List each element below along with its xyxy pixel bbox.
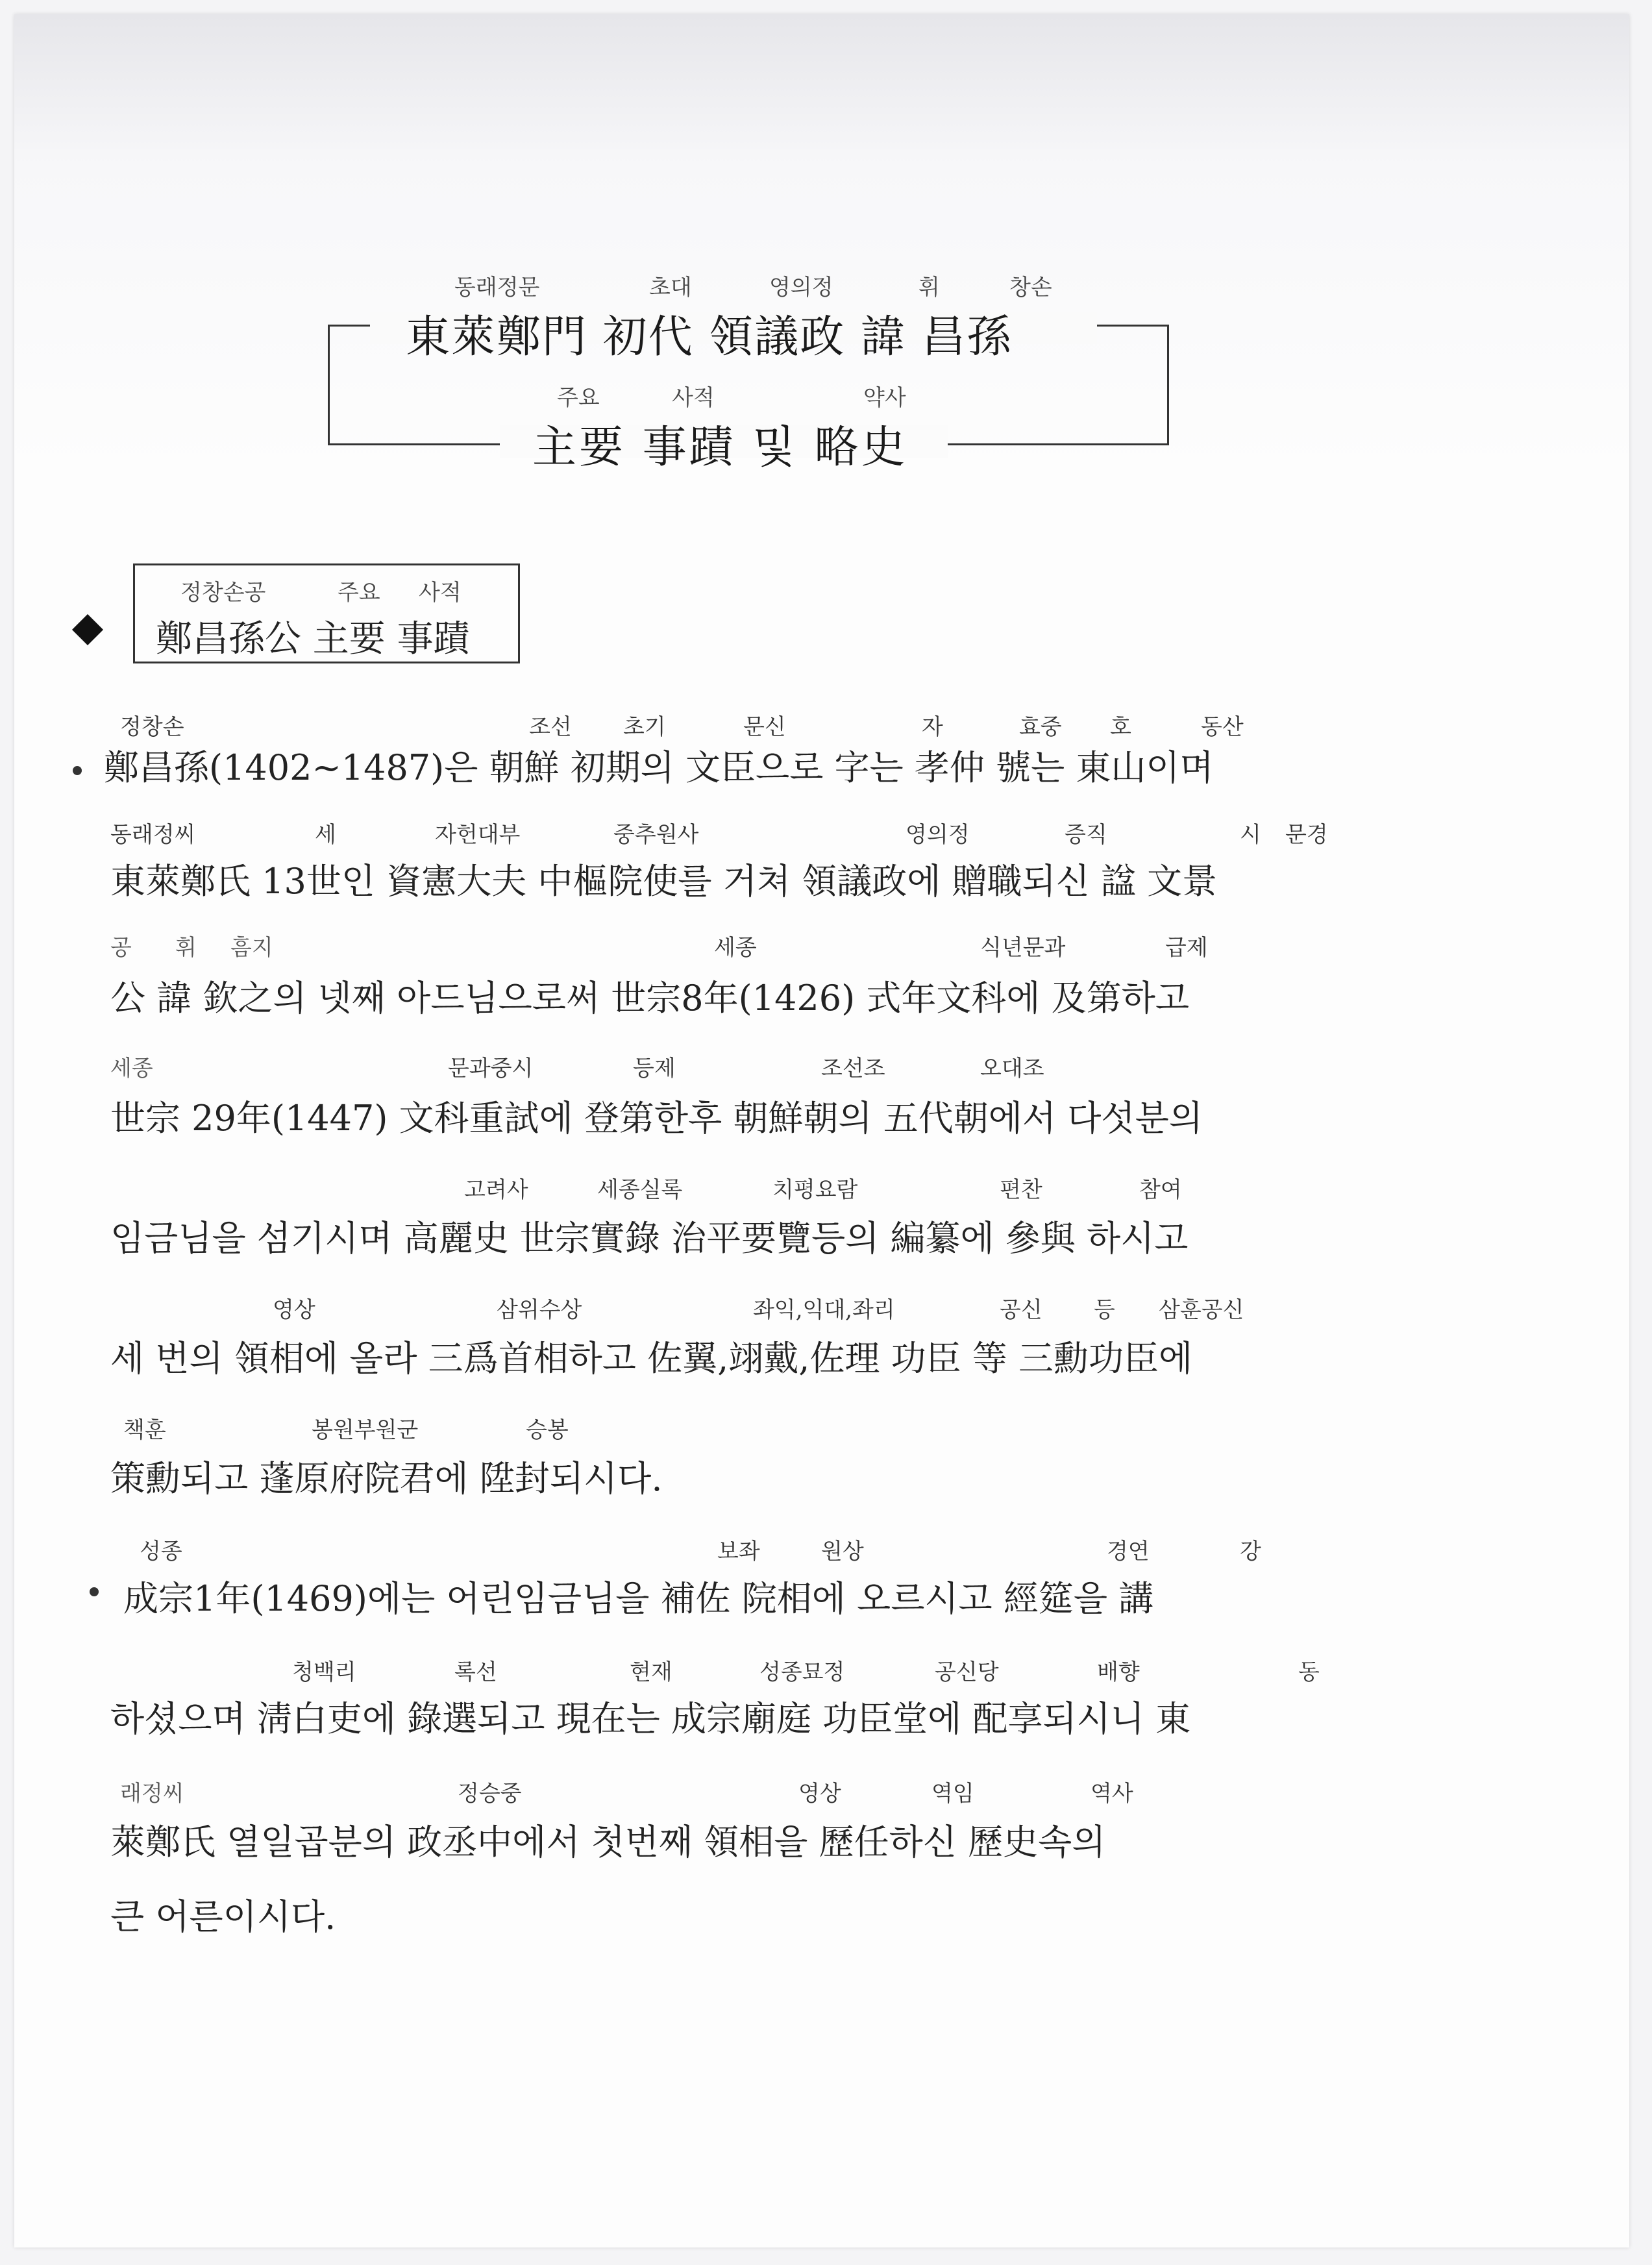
ruby-text: 문경 [1285,822,1328,848]
paragraph-line: 세 번의 領相에 올라 三爲首相하고 佐翼,翊戴,佐理 功臣 等 三勳功臣에 [110,1338,1193,1379]
ruby-text: 조선 [529,714,572,740]
paragraph-line: 임금님을 섬기시며 高麗史 世宗實錄 治平要覽등의 編纂에 參與 하시고 [110,1218,1189,1259]
ruby-text: 현재 [630,1659,672,1685]
ruby-text: 효중 [1019,714,1062,740]
paragraph-line: 策勳되고 蓬原府院君에 陞封되시다. [110,1458,663,1499]
title-ruby: 동래정문 [454,275,540,301]
bullet-icon [73,766,82,775]
ruby-text: 성종묘정 [759,1659,845,1685]
title-ruby: 약사 [863,385,906,411]
paragraph-line: 世宗 29年(1447) 文科重試에 登第한후 朝鮮朝의 五代朝에서 다섯분의 [110,1098,1203,1139]
title-ruby: 영의정 [769,275,833,301]
ruby-text: 급제 [1165,935,1208,961]
title-ruby: 초대 [649,275,692,301]
ruby-text: 호 [1110,714,1131,740]
ruby-text: 역사 [1091,1781,1133,1807]
paragraph-line: 公 諱 欽之의 넷째 아드님으로써 世宗8年(1426) 式年文科에 及第하고 [110,978,1190,1019]
ruby-text: 영상 [798,1781,841,1807]
ruby-text: 식년문과 [980,935,1066,961]
paragraph-line: 鄭昌孫(1402~1487)은 朝鮮 初期의 文臣으로 字는 孝仲 號는 東山이며 [104,747,1214,788]
ruby-text: 치평요람 [772,1177,858,1203]
title-ruby: 사적 [672,385,715,411]
ruby-text: 중추원사 [613,822,699,848]
ruby-text: 공신당 [935,1659,999,1685]
paragraph-line: 萊鄭氏 열일곱분의 政丞中에서 첫번째 領相을 歷任하신 歷史속의 [110,1822,1106,1863]
paragraph-line: 東萊鄭氏 13世인 資憲大夫 中樞院使를 거쳐 領議政에 贈職되신 諡 文景 [110,861,1218,902]
bullet-icon [90,1587,99,1596]
ruby-text: 등제 [633,1056,676,1082]
title-ruby: 휘 [918,275,940,301]
ruby-text: 승봉 [526,1417,569,1443]
ruby-text: 봉원부원군 [312,1417,419,1443]
ruby-text: 동래정씨 [110,822,196,848]
ruby-text: 래정씨 [120,1781,184,1807]
section-ruby: 정창손공 [180,580,266,606]
ruby-text: 정창손 [120,714,184,740]
ruby-text: 참여 [1139,1177,1182,1203]
title-ruby: 창손 [1009,275,1052,301]
ruby-text: 동산 [1201,714,1244,740]
ruby-text: 록선 [454,1659,497,1685]
ruby-text: 동 [1298,1659,1320,1685]
ruby-text: 강 [1240,1539,1261,1565]
ruby-text: 성종 [140,1539,182,1565]
page-subtitle: 主要 事蹟 및 略史 [532,422,908,473]
ruby-text: 공 [110,935,132,961]
ruby-text: 원상 [821,1539,864,1565]
page-title: 東萊鄭門 初代 領議政 諱 昌孫 [406,312,1013,363]
section-ruby: 사적 [419,580,462,606]
ruby-text: 휘 [175,935,197,961]
paragraph-line: 하셨으며 淸白吏에 錄選되고 現在는 成宗廟庭 功臣堂에 配享되시니 東 [110,1698,1191,1739]
ruby-text: 영상 [273,1297,315,1323]
ruby-text: 세종실록 [597,1177,683,1203]
section-ruby: 주요 [338,580,380,606]
ruby-text: 삼위수상 [497,1297,582,1323]
ruby-text: 보좌 [717,1539,760,1565]
ruby-text: 세 [315,822,336,848]
ruby-text: 공신 [1000,1297,1042,1323]
ruby-text: 고려사 [464,1177,528,1203]
section-heading: 鄭昌孫公 主要 事蹟 [156,618,470,660]
ruby-text: 정승중 [458,1781,522,1807]
ruby-text: 청백리 [292,1659,356,1685]
ruby-text: 오대조 [980,1056,1044,1082]
ruby-text: 등 [1094,1297,1115,1323]
title-ruby: 주요 [557,385,600,411]
ruby-text: 배향 [1097,1659,1140,1685]
ruby-text: 시 [1240,822,1261,848]
ruby-text: 좌익,익대,좌리 [753,1297,895,1323]
ruby-text: 세종 [714,935,757,961]
ruby-text: 조선조 [821,1056,885,1082]
ruby-text: 문과중시 [448,1056,534,1082]
paragraph-line: 成宗1年(1469)에는 어린임금님을 補佐 院相에 오르시고 經筵을 講 [123,1578,1154,1619]
paragraph-line: 큰 어른이시다. [110,1896,336,1937]
ruby-text: 삼훈공신 [1159,1297,1244,1323]
ruby-text: 책훈 [123,1417,166,1443]
ruby-text: 증직 [1065,822,1107,848]
ruby-text: 세종 [110,1056,153,1082]
ruby-text: 자헌대부 [435,822,521,848]
ruby-text: 초기 [623,714,666,740]
ruby-text: 문신 [743,714,786,740]
ruby-text: 역임 [931,1781,974,1807]
ruby-text: 자 [922,714,943,740]
ruby-text: 흠지 [230,935,273,961]
ruby-text: 경연 [1107,1539,1150,1565]
ruby-text: 편찬 [1000,1177,1042,1203]
ruby-text: 영의정 [906,822,970,848]
